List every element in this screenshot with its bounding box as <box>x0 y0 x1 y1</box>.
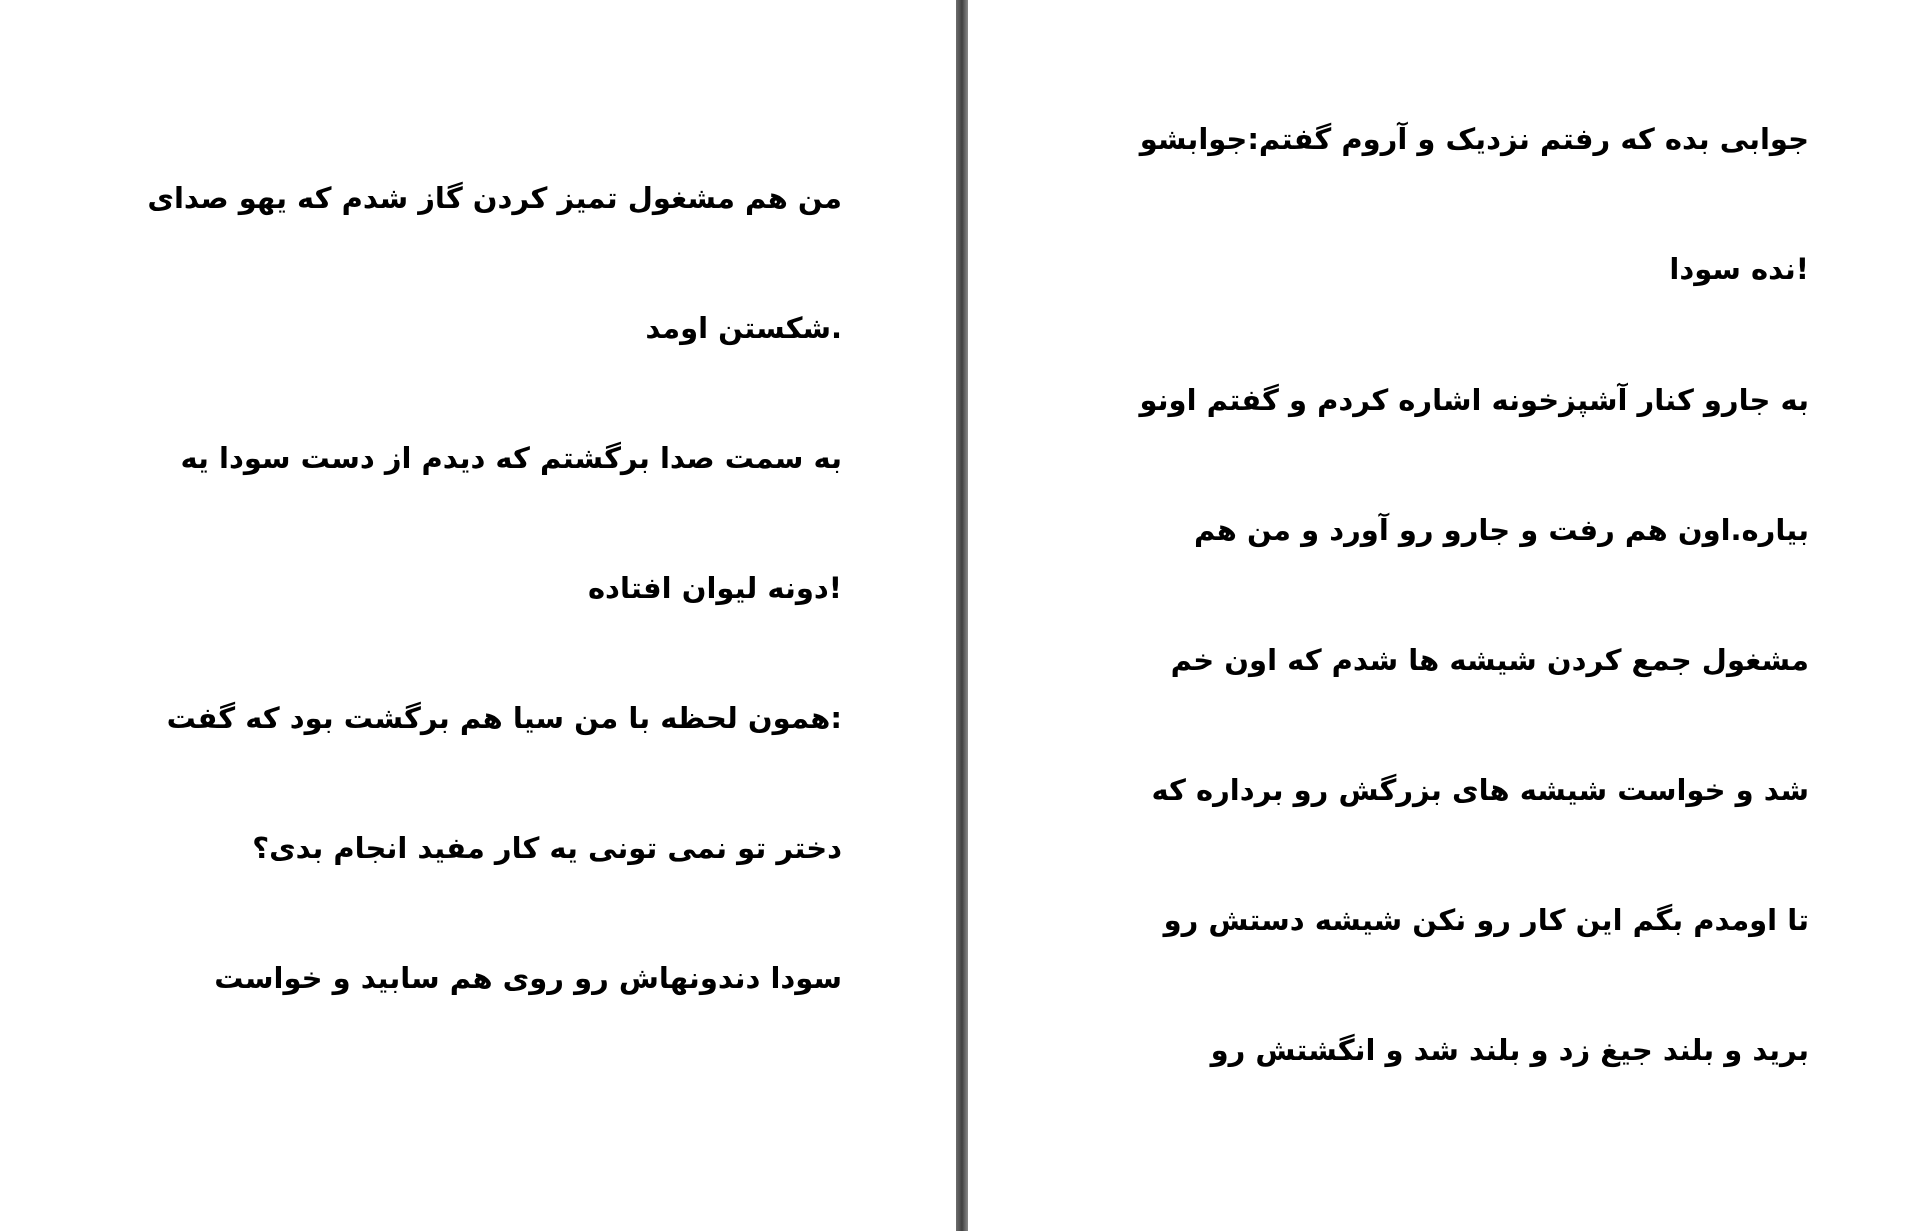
left-page <box>0 0 956 1231</box>
text-line: بیاره.اون هم رفت و جارو رو آورد و من هم <box>1194 513 1809 547</box>
text-line: :همون لحظه با من سیا هم برگشت بود که گفت <box>166 701 842 735</box>
text-line: به سمت صدا برگشتم که دیدم از دست سودا یه <box>180 441 842 475</box>
text-line: به جارو کنار آشپزخونه اشاره کردم و گفتم اونو <box>1139 383 1809 417</box>
text-line: جوابی بده که رفتم نزدیک و آروم گفتم:جوابشو <box>1139 122 1809 156</box>
page-gutter <box>956 0 968 1231</box>
text-line: تا اومدم بگم این کار رو نکن شیشه دستش رو <box>1163 903 1809 937</box>
text-line: !نده سودا <box>1669 252 1809 286</box>
text-line: برید و بلند جیغ زد و بلند شد و انگشتش رو <box>1210 1033 1809 1067</box>
text-line: .شکستن اومد <box>645 311 842 345</box>
text-line: من هم مشغول تمیز کردن گاز شدم که یهو صدای <box>147 181 842 215</box>
text-line: مشغول جمع کردن شیشه ها شدم که اون خم <box>1170 643 1809 677</box>
text-line: شد و خواست شیشه های بزرگش رو برداره که <box>1151 773 1809 807</box>
text-line: سودا دندونهاش رو روی هم سابید و خواست <box>214 961 842 995</box>
right-page <box>968 0 1918 1231</box>
text-line: !دونه لیوان افتاده <box>587 571 842 605</box>
text-line: دختر تو نمی تونی یه کار مفید انجام بدی؟ <box>252 831 842 865</box>
